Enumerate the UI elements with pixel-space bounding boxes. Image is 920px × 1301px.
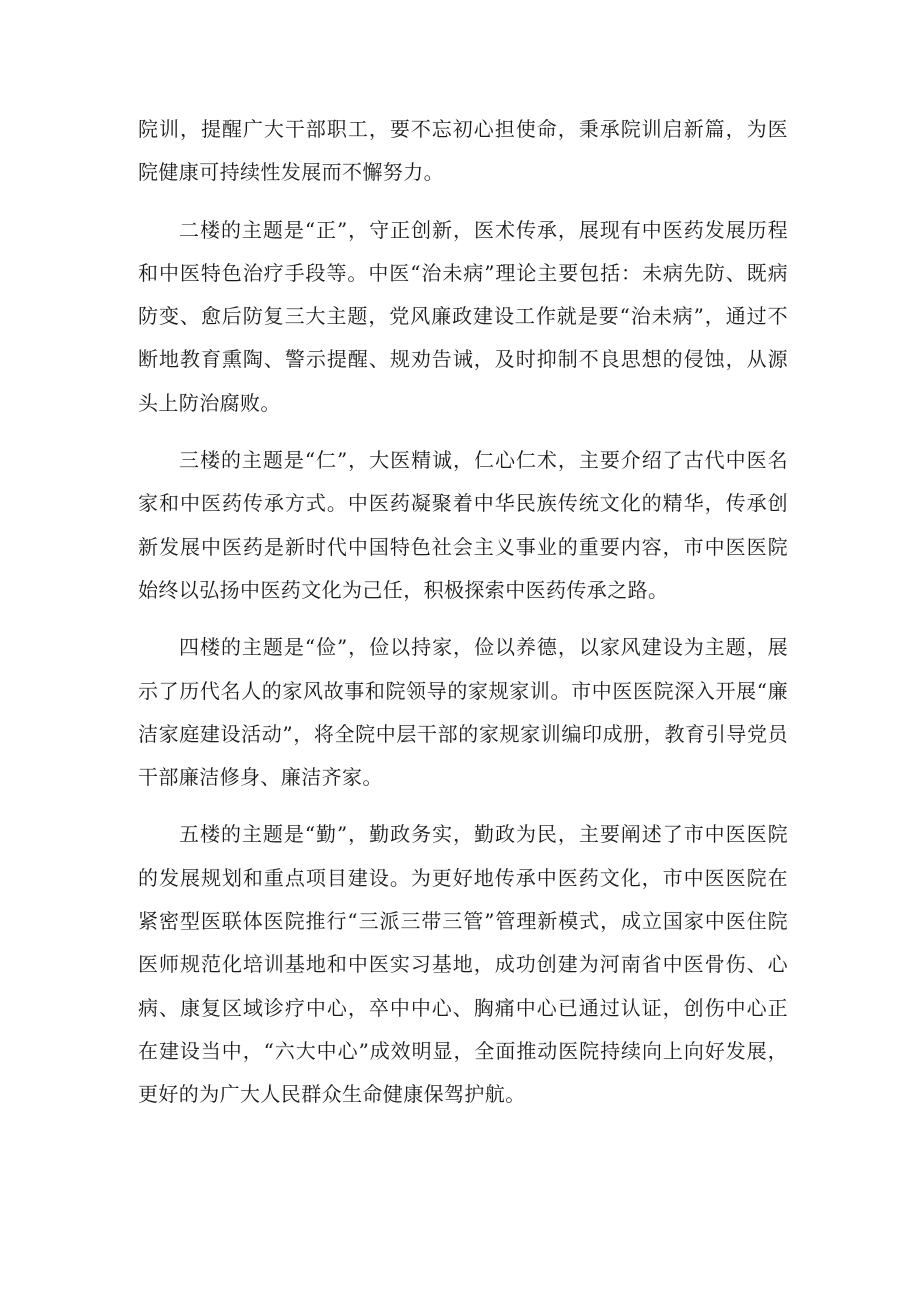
paragraph-continuation: 院训，提醒广大干部职工，要不忘初心担使命，秉承院训启新篇，为医院健康可持续性发展而不懈努力。 — [138, 117, 788, 185]
paragraph-fourth-floor: 四楼的主题是“俭”，俭以持家，俭以养德，以家风建设为主题，展示了历代名人的家风故事和院领导的家规家训。市中医医院深入开展“廉洁家庭建设活动”，将全院中层干部的家规家训编印成册，教育引导党员干部廉洁修身、廉洁齐家。 — [138, 635, 788, 790]
paragraph-third-floor: 三楼的主题是“仁”，大医精诚，仁心仁术，主要介绍了古代中医名家和中医药传承方式。中医药凝聚着中华民族传统文化的精华，传承创新发展中医药是新时代中国特色社会主义事业的重要内容，市中医医院始终以弘扬中医药文化为己任，积极探索中医药传承之路。 — [138, 448, 788, 602]
paragraph-second-floor: 二楼的主题是“正”，守正创新，医术传承，展现有中医药发展历程和中医特色治疗手段等。中医“治未病”理论主要包括：未病先防、既病防变、愈后防复三大主题，党风廉政建设工作就是要“治未病”，通过不断地教育熏陶、警示提醒、规劝告诫，及时抑制不良思想的侵蚀，从源头上防治腐败。 — [138, 217, 788, 415]
paragraph-fifth-floor: 五楼的主题是“勤”，勤政务实，勤政为民，主要阐述了市中医医院的发展规划和重点项目建设。为更好地传承中医药文化，市中医医院在紧密型医联体医院推行“三派三带三管”管理新模式，成立国家中医住院医师规范化培训基地和中医实习基地，成功创建为河南省中医骨伤、心病、康复区域诊疗中心，卒中中心、胸痛中心已通过认证，创伤中心正在建设当中，“六大中心”成效明显，全面推动医院持续向上向好发展，更好的为广大人民群众生命健康保驾护航。 — [138, 822, 788, 1107]
document-body — [138, 108, 788, 1131]
